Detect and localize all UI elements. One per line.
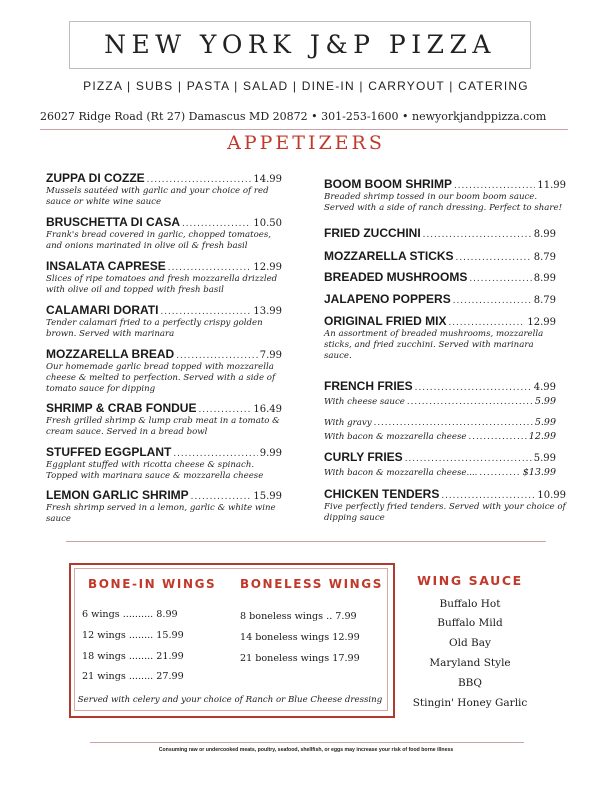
restaurant-title: NEW YORK J&P PIZZA xyxy=(104,30,496,59)
wing-row: 18 wings ........ 21.99 xyxy=(82,651,184,662)
footer-rule xyxy=(90,742,524,743)
item-name: CURLY FRIES xyxy=(324,450,403,464)
wing-row: 21 boneless wings 17.99 xyxy=(240,653,360,664)
menu-item xyxy=(46,488,282,525)
item-name: MOZZARELLA STICKS xyxy=(324,249,454,263)
sauce-item: Maryland Style xyxy=(429,657,511,669)
menu-item xyxy=(46,401,282,438)
item-desc: Fresh shrimp served in a lemon, garlic & white wine sauce xyxy=(46,503,276,524)
item-price: 4.99 xyxy=(533,382,556,393)
menu-item xyxy=(324,270,556,284)
wing-sauce-title: WING SAUCE xyxy=(417,573,523,588)
item-price: 14.99 xyxy=(253,174,282,185)
header-rule xyxy=(40,129,568,130)
item-price: 8.79 xyxy=(533,295,556,306)
menu-item xyxy=(324,177,566,214)
menu-item xyxy=(46,259,282,296)
menu-item xyxy=(324,226,556,240)
item-name: BRUSCHETTA DI CASA xyxy=(46,215,180,229)
item-option: With gravy xyxy=(324,418,372,428)
item-price: 10.50 xyxy=(253,218,282,229)
item-desc: Our homemade garlic bread topped with mozzarella cheese & melted to perfection. Served with a side of tomato sauce for dipping xyxy=(46,362,276,394)
item-price: 12.99 xyxy=(527,317,556,328)
item-option-price: 12.99 xyxy=(528,431,556,442)
item-name: STUFFED EGGPLANT xyxy=(46,445,172,459)
item-price: 7.99 xyxy=(259,350,282,361)
item-option: With bacon & mozzarella cheese.... xyxy=(324,468,478,478)
item-name: FRIED ZUCCHINI xyxy=(324,226,421,240)
item-name: MOZZARELLA BREAD xyxy=(46,347,175,361)
item-price: 15.99 xyxy=(253,491,282,502)
services-line: PIZZA | SUBS | PASTA | SALAD | DINE-IN | CARRYOUT | CATERING xyxy=(83,79,529,93)
item-option: With bacon & mozzarella cheese xyxy=(324,432,467,442)
wing-row: 6 wings .......... 8.99 xyxy=(82,609,178,620)
wing-row: 12 wings ........ 15.99 xyxy=(82,630,184,641)
item-desc: Frank's bread covered in garlic, chopped tomatoes, and onions marinated in olive oil & fresh basil xyxy=(46,230,271,251)
item-price: 5.99 xyxy=(533,453,556,464)
item-name: BREADED MUSHROOMS xyxy=(324,270,468,284)
item-name: LEMON GARLIC SHRIMP xyxy=(46,488,189,502)
item-name: FRENCH FRIES xyxy=(324,379,413,393)
title-box xyxy=(69,21,531,69)
item-name: CHICKEN TENDERS xyxy=(324,487,440,501)
wing-row: 21 wings ........ 27.99 xyxy=(82,671,184,682)
item-price: 8.99 xyxy=(533,273,556,284)
item-desc: Breaded shrimp tossed in our boom boom sauce. Served with a side of ranch dressing. Perfect to share! xyxy=(324,192,563,213)
item-desc: Tender calamari fried to a perfectly crispy golden brown. Served with marinara xyxy=(46,318,263,339)
sauce-item: BBQ xyxy=(457,677,483,689)
menu-item xyxy=(46,303,282,340)
section-rule xyxy=(66,541,546,542)
item-desc: An assortment of breaded mushrooms, mozzarella sticks, and fried zucchini. Served with marinara sauce. xyxy=(324,329,544,361)
item-name: CALAMARI DORATI xyxy=(46,303,159,317)
menu-item xyxy=(324,292,556,306)
item-desc: Five perfectly fried tenders. Served with your choice of dipping sauce xyxy=(324,502,566,523)
item-price: 16.49 xyxy=(253,404,282,415)
sauce-item: Buffalo Hot xyxy=(439,598,501,610)
item-price: 12.99 xyxy=(253,262,282,273)
menu-item xyxy=(324,314,556,362)
item-name: BOOM BOOM SHRIMP xyxy=(324,177,452,191)
sauce-item: Stingin' Honey Garlic xyxy=(412,697,528,709)
item-name: SHRIMP & CRAB FONDUE xyxy=(46,401,197,415)
menu-item xyxy=(46,171,282,208)
menu-item xyxy=(324,450,556,478)
item-price: 8.99 xyxy=(533,229,556,240)
item-price: 11.99 xyxy=(537,180,566,191)
item-name: JALAPENO POPPERS xyxy=(324,292,451,306)
item-desc: Fresh grilled shrimp & lump crab meat in a tomato & cream sauce. Served in a bread bowl xyxy=(46,416,280,437)
menu-item xyxy=(46,215,282,252)
sauce-item: Buffalo Mild xyxy=(437,617,503,629)
food-safety-note: Consuming raw or undercooked meats, poultry, seafood, shellfish, or eggs may increase your risk of food borne illness xyxy=(158,747,454,753)
item-desc: Eggplant stuffed with ricotta cheese & spinach. Topped with marinara sauce & mozzarella cheese xyxy=(46,460,264,481)
wing-row: 8 boneless wings .. 7.99 xyxy=(240,611,357,622)
wing-row: 14 boneless wings 12.99 xyxy=(240,632,360,643)
item-desc: Slices of ripe tomatoes and fresh mozzarella drizzled with olive oil and topped with fresh basil xyxy=(46,274,278,295)
section-title: APPETIZERS xyxy=(227,132,385,154)
wings-note: Served with celery and your choice of Ranch or Blue Cheese dressing xyxy=(77,695,383,705)
item-price: 13.99 xyxy=(253,306,282,317)
item-option-price: 5.99 xyxy=(534,417,556,428)
item-price: 8.79 xyxy=(533,252,556,263)
item-price: 9.99 xyxy=(259,448,282,459)
menu-item xyxy=(324,379,556,442)
item-name: INSALATA CAPRESE xyxy=(46,259,166,273)
item-desc: Mussels sautéed with garlic and your choice of red sauce or white wine sauce xyxy=(46,186,269,207)
item-option: With cheese sauce xyxy=(324,397,405,407)
item-option-price: 5.99 xyxy=(534,396,556,407)
menu-item xyxy=(324,249,556,263)
item-option-price: $13.99 xyxy=(522,467,556,478)
menu-item xyxy=(46,445,282,482)
item-name: ZUPPA DI COZZE xyxy=(46,171,145,185)
item-price: 10.99 xyxy=(537,490,566,501)
boneless-title: BONELESS WINGS xyxy=(240,577,383,591)
menu-item xyxy=(324,487,566,524)
menu-item xyxy=(46,347,282,395)
bone-in-title: BONE-IN WINGS xyxy=(88,577,217,591)
address-line: 26027 Ridge Road (Rt 27) Damascus MD 20872 • 301-253-1600 • newyorkjandppizza.com xyxy=(40,110,547,123)
item-name: ORIGINAL FRIED MIX xyxy=(324,314,447,328)
sauce-item: Old Bay xyxy=(449,637,491,649)
